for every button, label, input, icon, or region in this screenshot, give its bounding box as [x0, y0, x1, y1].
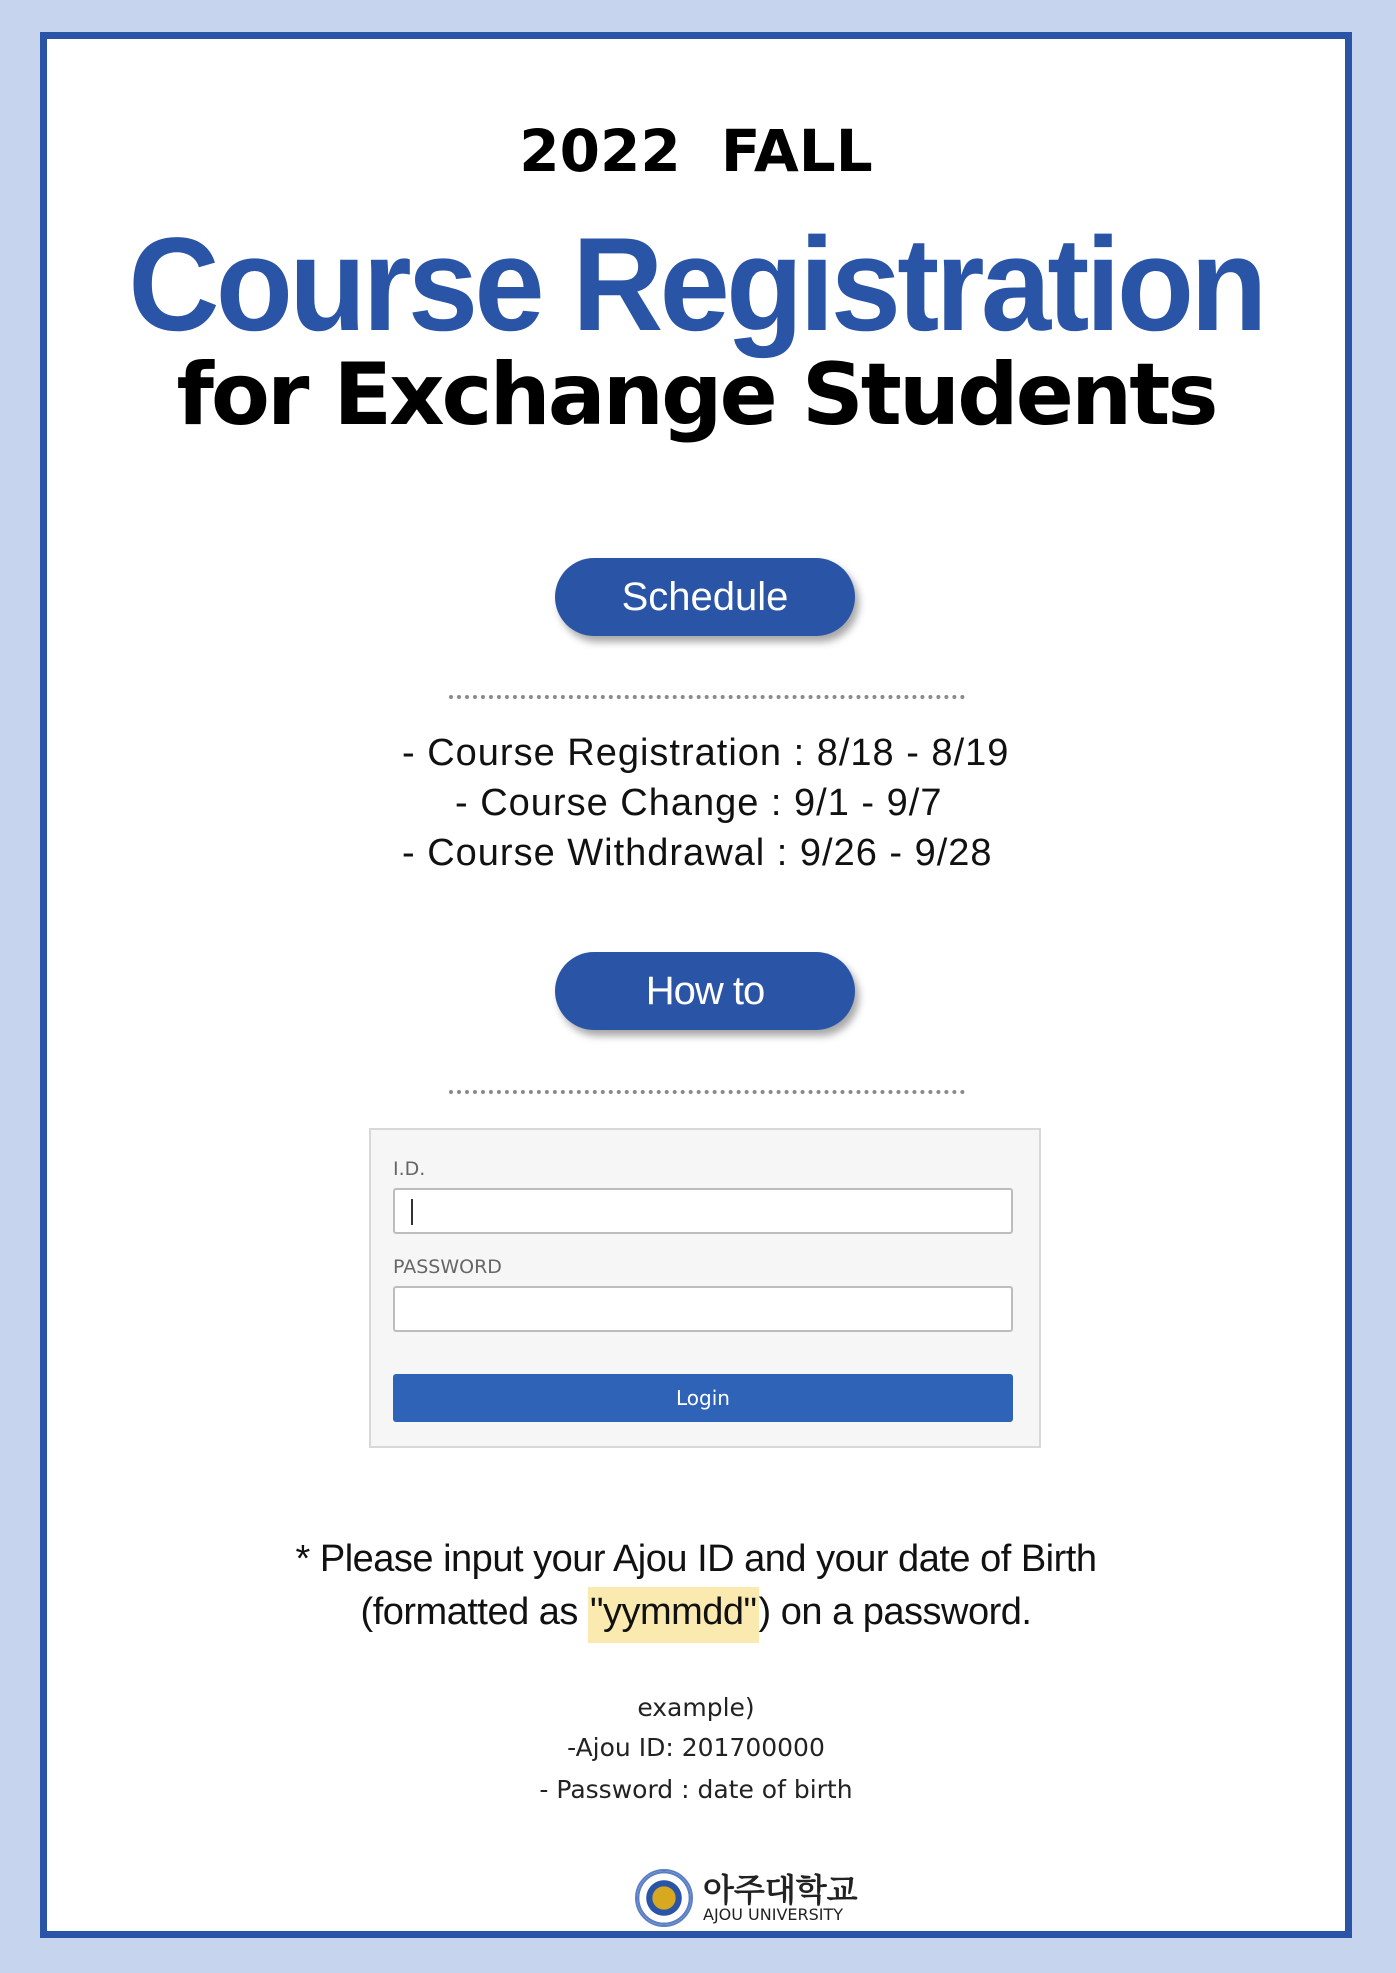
instruction-line-1: * Please input your Ajou ID and your date of Birth	[295, 1538, 1097, 1580]
format-highlight: "yymmdd"	[588, 1587, 759, 1643]
schedule-button[interactable]: Schedule	[555, 558, 855, 636]
season-heading: 2022 FALL	[519, 117, 873, 185]
university-seal-icon	[635, 1869, 693, 1927]
how-to-button[interactable]: How to	[555, 952, 855, 1030]
example-heading: example)	[637, 1693, 755, 1722]
logo-korean-name: 아주대학교	[703, 1871, 858, 1909]
instruction-line-2	[47, 1591, 1345, 1634]
divider	[449, 695, 965, 699]
university-logo	[635, 1865, 865, 1931]
login-form	[369, 1128, 1041, 1448]
example-password: - Password : date of birth	[539, 1775, 853, 1804]
id-input[interactable]	[393, 1188, 1013, 1234]
password-input[interactable]	[393, 1286, 1013, 1332]
schedule-item-change: - Course Change : 9/1 - 9/7	[455, 782, 943, 824]
instruction-text: (formatted as	[360, 1591, 588, 1633]
page-subtitle: for Exchange Students	[176, 345, 1216, 445]
text-caret	[411, 1199, 413, 1225]
schedule-item-registration: - Course Registration : 8/18 - 8/19	[402, 732, 1010, 774]
example-id: -Ajou ID: 201700000	[567, 1733, 825, 1762]
instruction-text: ) on a password.	[758, 1591, 1032, 1633]
schedule-item-withdrawal: - Course Withdrawal : 9/26 - 9/28	[402, 832, 993, 874]
id-label: I.D.	[393, 1158, 426, 1180]
divider	[449, 1090, 965, 1094]
poster-frame	[40, 32, 1352, 1938]
logo-english-name: AJOU UNIVERSITY	[703, 1905, 844, 1924]
page-title: Course Registration	[128, 211, 1264, 359]
login-button[interactable]: Login	[393, 1374, 1013, 1422]
password-label: PASSWORD	[393, 1256, 502, 1278]
